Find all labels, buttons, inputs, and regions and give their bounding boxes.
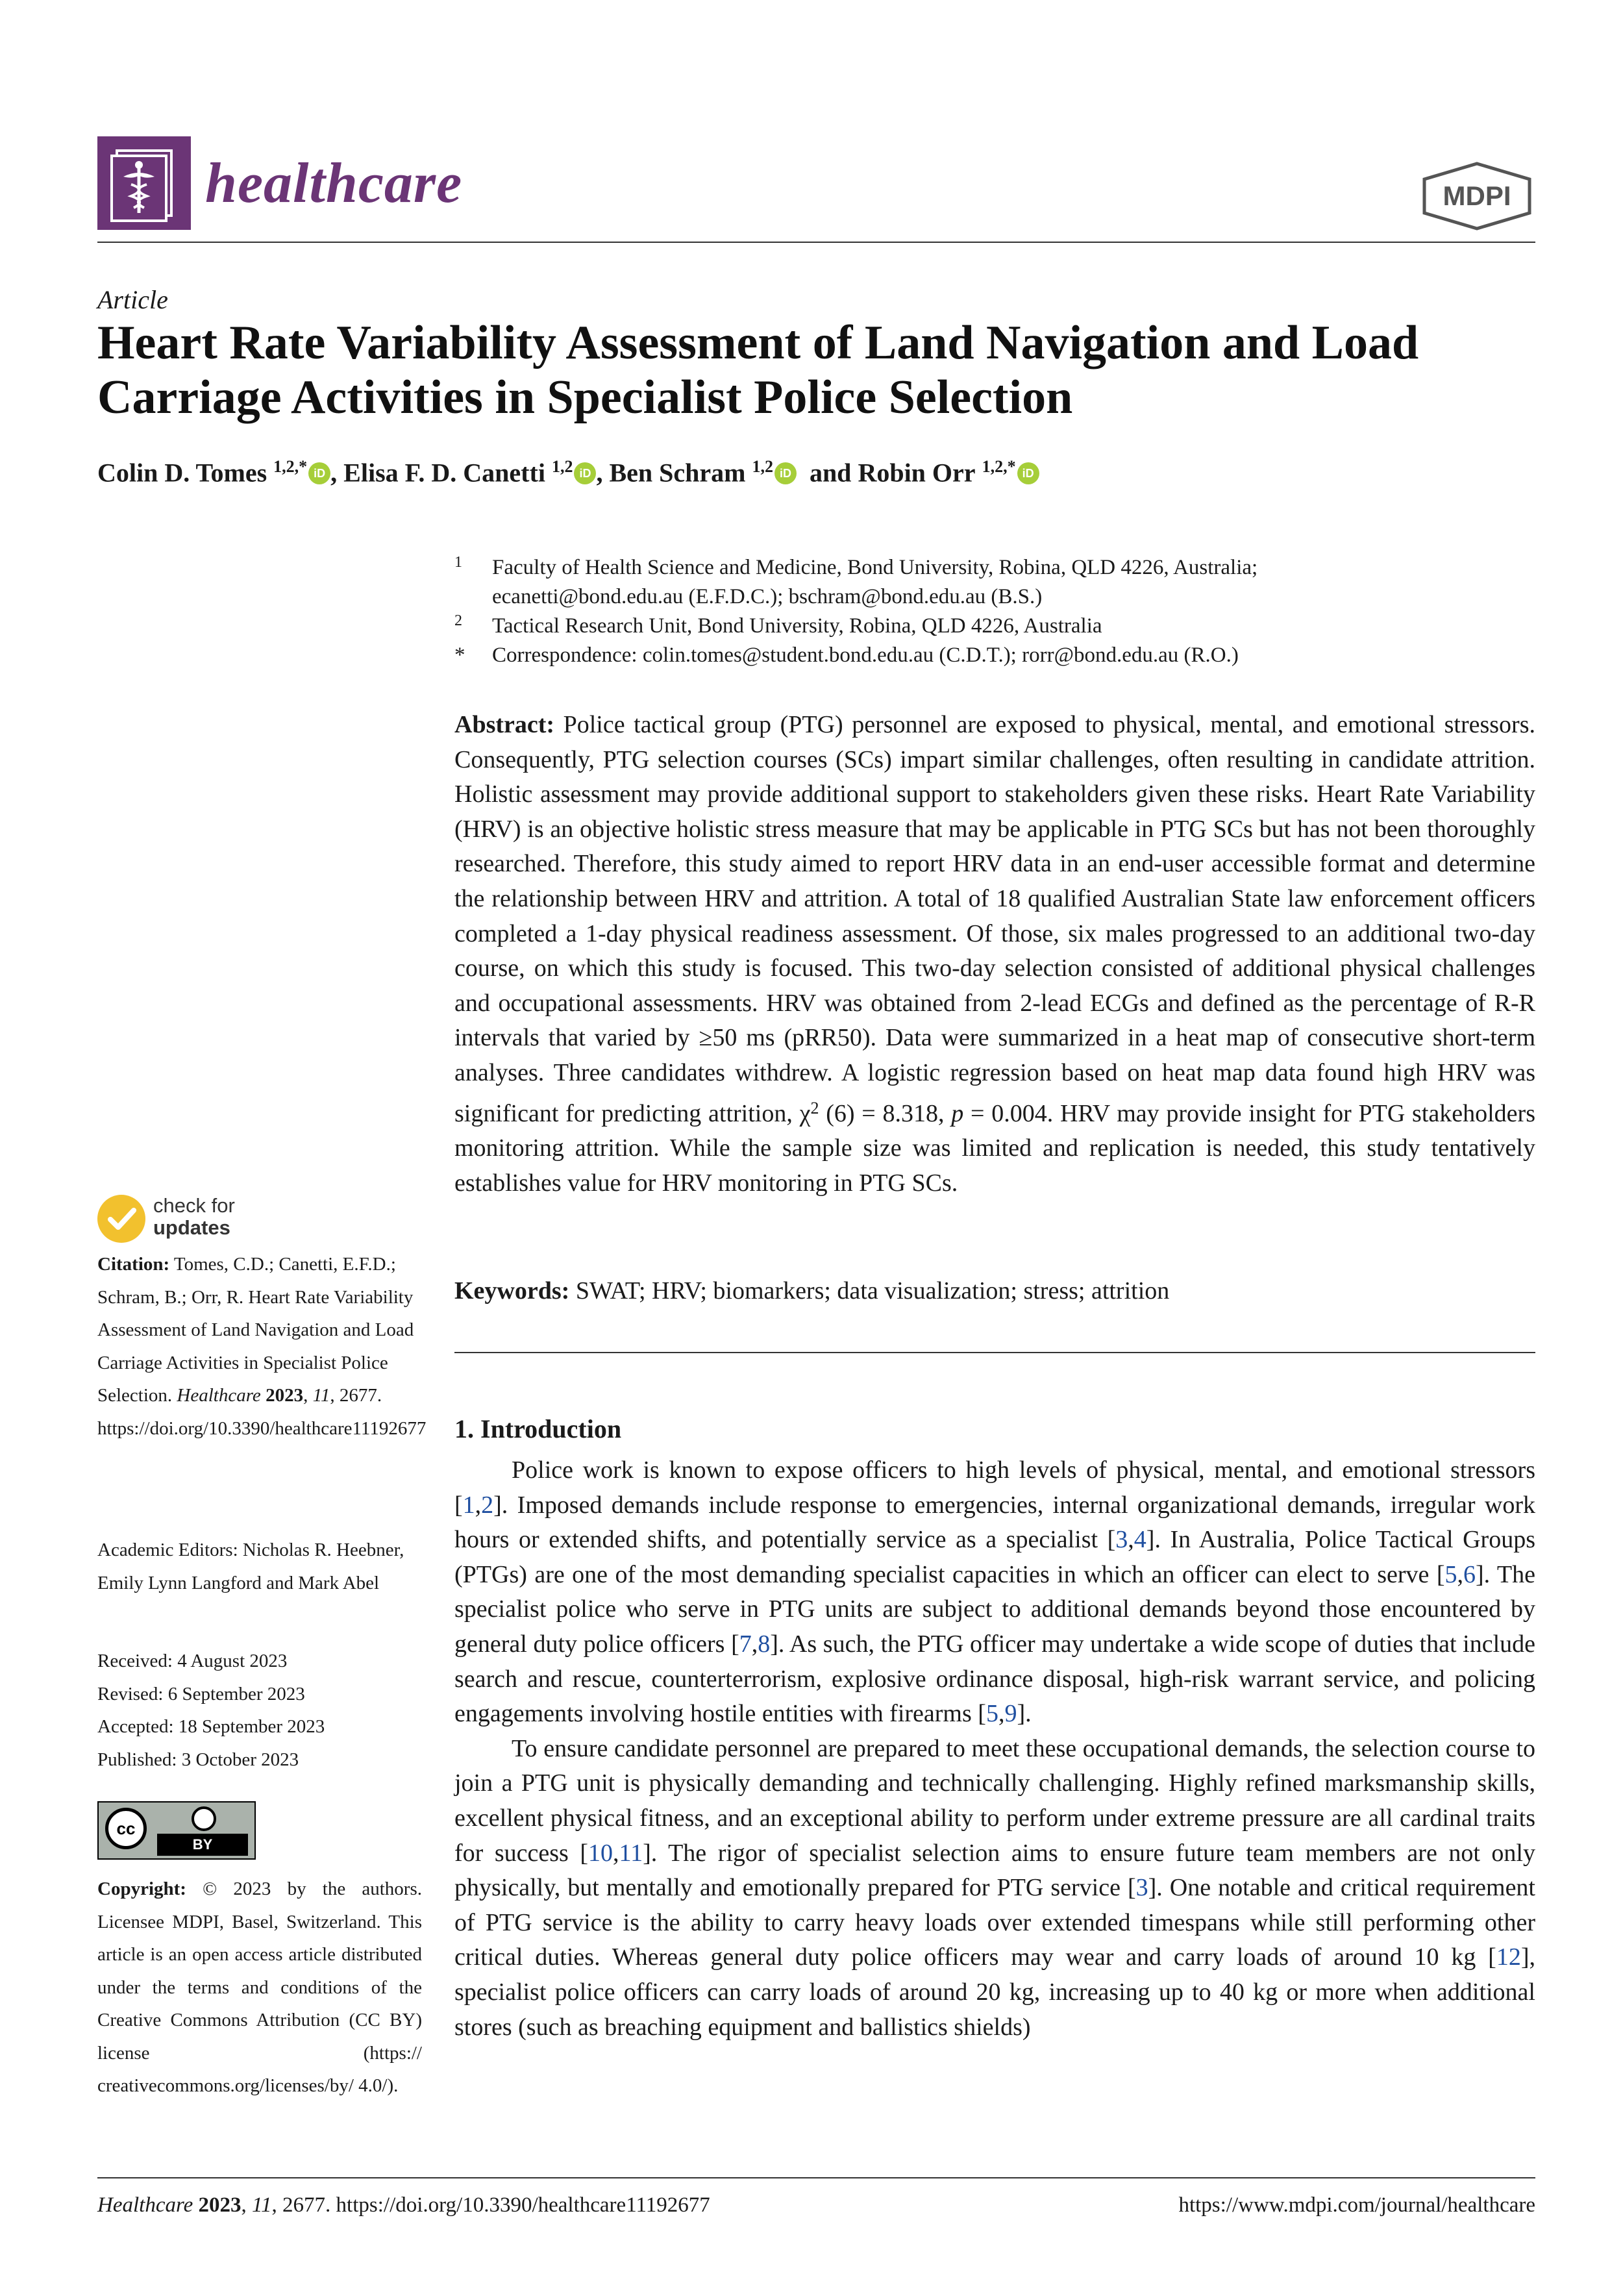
affiliation-line: Faculty of Health Science and Medicine, Bond University, Robina, QLD 4226, Australia; [492,556,1258,579]
check-mark-icon [97,1195,145,1243]
abstract-label: Abstract: [454,711,555,738]
affiliation-line: ecanetti@bond.edu.au (E.F.D.C.); bschram@bond.edu.au (B.S.) [492,585,1043,608]
p-symbol: p [951,1099,964,1127]
paragraph [454,1453,1535,1732]
cc-by-label: BY [157,1834,248,1856]
updates-line-1: check for [153,1194,235,1217]
caduceus-icon [97,136,191,230]
paragraph-text: ]. In Australia, Police Tactical Groups (PTGs) are one of the most demanding specialist capacities in which an officer can elect to serve [ [454,1526,1535,1588]
affiliations [454,553,1545,670]
paragraph-text: ]. The specialist police who serve in PTG units are subject to additional demands beyond those encountered by general duty police officers [ [454,1560,1535,1658]
affiliation-marker: * [454,643,465,667]
keywords [454,1274,1535,1309]
article-type: Article [97,285,168,314]
paragraph-text: ]. [1017,1700,1032,1728]
footer-journal-url[interactable]: https://www.mdpi.com/journal/healthcare [1178,2193,1535,2217]
published-date: Published: 3 October 2023 [97,1749,299,1770]
updates-line-2: updates [153,1216,230,1239]
footer-year: 2023 [198,2193,242,2217]
footer-doi[interactable]: , 2677. https://doi.org/10.3390/healthcare11192677 [271,2193,710,2217]
revised-date: Revised: 6 September 2023 [97,1683,305,1704]
header-rule [97,242,1535,243]
abstract [454,708,1535,1201]
publication-dates [97,1645,422,1776]
footer-rule [97,2177,1535,2178]
citation-volume: 11 [312,1385,330,1406]
cc-icon: cc [105,1808,147,1849]
orcid-icon[interactable]: iD [308,462,330,484]
abstract-text-end: = 0.004. HRV may provide insight for PTG stakeholders monitoring attrition. While the sample size was limited and replication is needed, this study tentatively establishes value for HRV monitoring in PTG SCs. [454,1099,1535,1197]
copyright-notice [97,1873,422,2103]
paragraph-text: To ensure candidate personnel are prepared to meet these occupational demands, the selection course to join a PTG unit is physically demanding and technically challenging. Highly refined marksmanship skills, excellent physical fitness, and an exceptional ability to perform under extreme pressure are all cardinal traits for success [ [454,1734,1535,1867]
affiliation-2 [454,612,1545,641]
citation-link[interactable]: 10 [588,1839,613,1867]
correspondence-line: Correspondence: colin.tomes@student.bond.edu.au (C.D.T.); rorr@bond.edu.au (R.O.) [492,643,1239,667]
affiliation-marker: 2 [454,612,462,629]
citation-link[interactable]: 6 [1463,1560,1476,1588]
copyright-text: © 2023 by the authors. Licensee MDPI, Basel, Switzerland. This article is an open access article distributed under the terms and conditions of the Creative Commons Attribution (CC BY) license (https:// creativecommons.org/licenses/by/ 4.0/). [97,1878,423,2096]
paragraph-text: ]. As such, the PTG officer may undertake a wide scope of duties that include search and rescue, counterterrorism, explosive ordinance disposal, high-risk warrant service, and policing engagements involving hostile entities with firearms [ [454,1630,1535,1728]
introduction-body [454,1453,1535,2045]
keywords-label: Keywords: [454,1277,570,1304]
check-for-updates-badge[interactable] [97,1192,266,1244]
orcid-icon[interactable]: iD [774,462,797,484]
orcid-icon[interactable]: iD [574,462,596,484]
citation-link[interactable]: 9 [1004,1700,1017,1728]
author-0-affil: 1,2,* [273,457,308,476]
attribution-icon [192,1806,216,1831]
affiliation-marker: 1 [454,554,462,571]
citation-link[interactable]: 11 [619,1839,643,1867]
author-list [97,457,1039,488]
author-2-name: Ben Schram [609,458,746,488]
orcid-icon[interactable]: iD [1017,462,1039,484]
citation-year: 2023 [266,1385,304,1406]
author-3-affil: 1,2,* [982,457,1016,476]
paragraph-text: ]. Imposed demands include response to emergencies, internal organizational demands, irregular work hours or extended shifts, and potentially service as a specialist [ [454,1491,1535,1554]
citation-link[interactable]: 12 [1496,1943,1521,1971]
check-for-updates-label [153,1195,235,1239]
section-heading: 1. Introduction [454,1414,622,1443]
received-date: Received: 4 August 2023 [97,1651,288,1671]
author-0-name: Colin D. Tomes [97,458,267,488]
citation-text: Tomes, C.D.; Canetti, E.F.D.; Schram, B.; Orr, R. Heart Rate Variability Assessment of Land Navigation and Load Carriage Activities in Specialist Police Selection. [97,1254,414,1406]
paragraph-text: , [1128,1526,1134,1554]
author-1-name: Elisa F. D. Canetti [343,458,545,488]
section-divider [454,1352,1535,1353]
accepted-date: Accepted: 18 September 2023 [97,1716,325,1737]
citation-label: Citation: [97,1254,170,1275]
paragraph-text: ], specialist police officers can carry loads of around 20 kg, increasing up to 40 kg or more when additional stores (such as breaching equipment and ballistics shields) [454,1943,1535,2041]
citation-link[interactable]: 8 [758,1630,771,1658]
citation-journal: Healthcare [177,1385,261,1406]
citation-link[interactable]: 4 [1134,1526,1146,1554]
author-2-prefix: , [596,458,610,488]
journal-name: healthcare [205,152,463,215]
paragraph-text: , [613,1839,619,1867]
footer-volume: 11 [251,2193,272,2217]
citation-link[interactable]: 7 [739,1630,752,1658]
abstract-text-mid: (6) = 8.318, [819,1099,952,1127]
paragraph-text: Police work is known to expose officers to high levels of physical, mental, and emotional stressors [ [454,1456,1535,1519]
citation-link[interactable]: 2 [481,1491,494,1519]
paragraph-text: ]. The rigor of specialist selection aims to ensure future team members are not only physically, but mentally and emotionally prepared for PTG service [ [454,1839,1535,1902]
footer-citation: Healthcare 2023, 11, 2677. https://doi.org/10.3390/healthcare11192677 [97,2193,710,2217]
citation-link[interactable]: 3 [1115,1526,1128,1554]
affiliation-1 [454,553,1545,612]
journal-logo [97,136,191,230]
paragraph-text: , [998,1700,1005,1728]
paragraph-text: , [751,1630,758,1658]
cc-by-license-badge[interactable] [97,1801,256,1860]
correspondence [454,641,1545,670]
academic-editors: Academic Editors: Nicholas R. Heebner, Emily Lynn Langford and Mark Abel [97,1540,404,1593]
citation-block: Citation: Tomes, C.D.; Canetti, E.F.D.; Schram, B.; Orr, R. Heart Rate Variability Assessment of Land Navigation and Load Carriage Activities in Specialist Police Selection. Healthcare 2023, 11, 2677. https://doi.org/10.3390/healthcare11192677 [97,1254,427,1439]
author-2-affil: 1,2 [752,457,773,476]
author-1-affil: 1,2 [551,457,573,476]
citation-link[interactable]: 5 [1444,1560,1457,1588]
mdpi-logo-text: MDPI [1443,181,1511,211]
keywords-text: SWAT; HRV; biomarkers; data visualization; stress; attrition [575,1277,1170,1304]
paragraph [454,1732,1535,2045]
citation-doi[interactable]: , 2677. https://doi.org/10.3390/healthcare11192677 [97,1385,427,1439]
paragraph-text: ]. One notable and critical requirement of PTG service is the ability to carry heavy loads over extended timespans while still performing other critical duties. Whereas general duty police officers may wear and carry loads of around 10 kg [ [454,1874,1535,1971]
paragraph-text: , [475,1491,482,1519]
paragraph-text: , [1457,1560,1463,1588]
affiliation-line: Tactical Research Unit, Bond University, Robina, QLD 4226, Australia [492,614,1102,638]
author-3-prefix: and [802,458,858,488]
author-1-prefix: , [330,458,344,488]
author-3-name: Robin Orr [858,458,976,488]
citation-link[interactable]: 3 [1135,1874,1148,1902]
chi-superscript: 2 [810,1098,819,1117]
citation-link[interactable]: 1 [462,1491,475,1519]
footer-journal: Healthcare [97,2193,193,2217]
abstract-text: Police tactical group (PTG) personnel are exposed to physical, mental, and emotional stressors. Consequently, PTG selection courses (SCs) impart similar challenges, often resulting in candidate attrition. Holistic assessment may provide additional support to stakeholders given these risks. Heart Rate Variability (HRV) is an objective holistic stress measure that may be applicable in PTG SCs but has not been thoroughly researched. Therefore, this study aimed to report HRV data in an end-user accessible format and determine the relationship between HRV and attrition. A total of 18 qualified Australian State law enforcement officers completed a 1-day physical readiness assessment. Of those, six males progressed to an additional two-day course, on which this study is focused. This two-day selection consisted of additional physical challenges and occupational assessments. HRV was obtained from 2-lead ECGs and defined as the percentage of R-R intervals that varied by ≥50 ms (pRR50). Data were summarized in a heat map of consecutive short-term analyses. Three candidates withdrew. A logistic regression based on heat map data found high HRV was significant for predicting attrition, χ [454,711,1535,1127]
paper-title: Heart Rate Variability Assessment of Land Navigation and Load Carriage Activities in Specialist Police Selection [97,316,1419,424]
citation-link[interactable]: 5 [985,1700,998,1728]
copyright-label: Copyright: [97,1878,186,1899]
mdpi-logo-icon [1419,161,1535,231]
